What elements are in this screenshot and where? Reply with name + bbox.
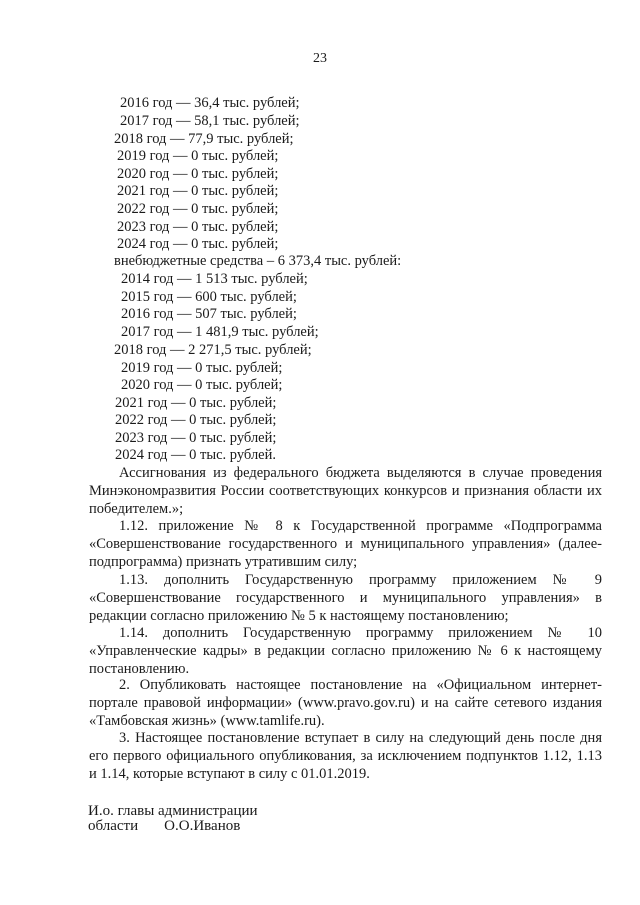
page-number: 23 xyxy=(313,51,327,66)
list-item: 2022 год — 0 тыс. рублей; xyxy=(115,412,277,428)
list-item: 2024 год — 0 тыс. рублей; xyxy=(117,236,279,252)
paragraph-item-1-14: 1.14. дополнить Государственную программу приложением № 10 «Управленческие кадры» в редакции согласно приложению № 6 к настоящему постановлению. xyxy=(89,625,602,677)
list-item: 2023 год — 0 тыс. рублей; xyxy=(117,219,279,235)
signature-line xyxy=(88,818,240,834)
paragraph-federal: Ассигнования из федерального бюджета выделяются в случае проведения Минэкономразвития России соответствующих конкурсов и признания области их победителем.»; xyxy=(89,465,602,517)
list-item: 2021 год — 0 тыс. рублей; xyxy=(117,183,279,199)
list-item: 2018 год — 77,9 тыс. рублей; xyxy=(114,131,294,147)
list-item: 2019 год — 0 тыс. рублей; xyxy=(117,148,279,164)
list-item: 2021 год — 0 тыс. рублей; xyxy=(115,395,277,411)
list-item: 2020 год — 0 тыс. рублей; xyxy=(121,377,283,393)
list-item: 2017 год — 1 481,9 тыс. рублей; xyxy=(121,324,319,340)
list-item: 2020 год — 0 тыс. рублей; xyxy=(117,166,279,182)
list-item: 2016 год — 36,4 тыс. рублей; xyxy=(120,95,300,111)
paragraph-item-2: 2. Опубликовать настоящее постановление на «Официальном интернет-портале правовой информации» (www.pravo.gov.ru) и на сайте сетевого издания «Тамбовская жизнь» (www.tamlife.ru). xyxy=(89,677,602,729)
list-item: 2016 год — 507 тыс. рублей; xyxy=(121,306,297,322)
signature-region: области xyxy=(88,818,139,834)
list-item: 2024 год — 0 тыс. рублей. xyxy=(115,447,277,463)
list-item: 2018 год — 2 271,5 тыс. рублей; xyxy=(114,342,312,358)
signature-name: О.О.Иванов xyxy=(164,818,241,834)
paragraph-item-1-12: 1.12. приложение № 8 к Государственной программе «Подпрограмма «Совершенствование государственного и муниципального управления» (далее-подпрограмма) признать утратившим силу; xyxy=(89,518,602,570)
list-item: 2023 год — 0 тыс. рублей; xyxy=(115,430,277,446)
list-item: 2017 год — 58,1 тыс. рублей; xyxy=(120,113,300,129)
extra-budget-heading: внебюджетные средства – 6 373,4 тыс. рублей: xyxy=(114,253,402,269)
list-item: 2019 год — 0 тыс. рублей; xyxy=(121,360,283,376)
paragraph-item-1-13: 1.13. дополнить Государственную программу приложением № 9 «Совершенствование государственного и муниципального управления» в редакции согласно приложению № 5 к настоящему постановлению; xyxy=(89,572,602,624)
signature-title: И.о. главы администрации xyxy=(88,803,258,819)
list-item: 2014 год — 1 513 тыс. рублей; xyxy=(121,271,308,287)
paragraph-item-3: 3. Настоящее постановление вступает в силу на следующий день после дня его первого официального опубликования, за исключением подпунктов 1.12, 1.13 и 1.14, которые вступают в силу с 01.01.2019. xyxy=(89,730,602,782)
list-item: 2015 год — 600 тыс. рублей; xyxy=(121,289,297,305)
list-item: 2022 год — 0 тыс. рублей; xyxy=(117,201,279,217)
